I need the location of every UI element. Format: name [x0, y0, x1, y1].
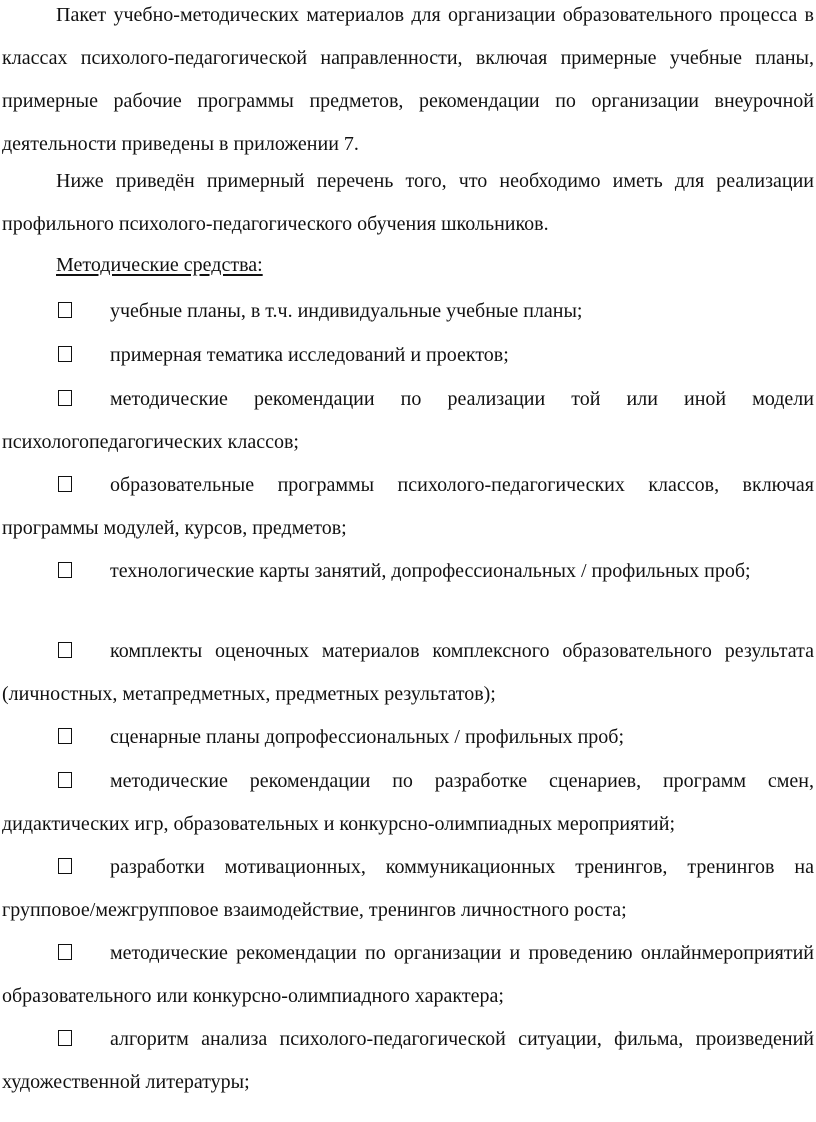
empty-square-icon [58, 346, 72, 362]
list-item-text: сценарные планы допрофессиональных / профильных проб; [110, 726, 625, 748]
list-item [2, 378, 814, 464]
list-item [2, 464, 814, 550]
list-item-text: алгоритм анализа психолого-педагогической ситуации, фильма, произведений художественной литературы; [2, 1028, 814, 1093]
empty-square-icon [58, 562, 72, 578]
list-item [2, 1018, 814, 1104]
list-item [2, 290, 814, 333]
empty-square-icon [58, 642, 72, 658]
intro-paragraph: Пакет учебно-методических материалов для организации образовательного процесса в классах психолого-педагогической направленности, включая примерные учебные планы, примерные рабочие программы предметов, рекомендации по организации внеурочной деятельности приведены в приложении 7. [2, 4, 814, 155]
list-item-text: учебные планы, в т.ч. индивидуальные учебные планы; [110, 300, 583, 322]
list-item-text: комплекты оценочных материалов комплексного образовательного результата (личностных, метапредметных, предметных результатов); [2, 640, 814, 705]
list-item-text: примерная тематика исследований и проектов; [110, 344, 509, 366]
empty-square-icon [58, 1030, 72, 1046]
list-item [2, 932, 814, 1018]
list-item [2, 630, 814, 716]
list-item-text: образовательные программы психолого-педагогических классов, включая программы модулей, курсов, предметов; [2, 474, 814, 539]
list-item-text: разработки мотивационных, коммуникационных тренингов, тренингов на групповое/межгрупповое взаимодействие, тренингов личностного роста; [2, 856, 814, 921]
list-item-text: методические рекомендации по реализации той или иной модели психологопедагогических классов; [2, 388, 814, 453]
list-intro-paragraph: Ниже приведён примерный перечень того, что необходимо иметь для реализации профильного психолого-педагогического обучения школьников. [2, 170, 814, 235]
empty-square-icon [58, 302, 72, 318]
list-item [2, 760, 814, 846]
section-heading: Методические средства: [56, 254, 263, 276]
empty-square-icon [58, 858, 72, 874]
empty-square-icon [58, 772, 72, 788]
list-item [2, 716, 814, 759]
list-item [2, 550, 814, 593]
list-item-text: технологические карты занятий, допрофессиональных / профильных проб; [110, 560, 751, 582]
empty-square-icon [58, 728, 72, 744]
list-item [2, 846, 814, 932]
list-item [2, 334, 814, 377]
empty-square-icon [58, 944, 72, 960]
list-item-text: методические рекомендации по организации и проведению онлайнмероприятий образовательного или конкурсно-олимпиадного характера; [2, 942, 814, 1007]
list-item-text: методические рекомендации по разработке сценариев, программ смен, дидактических игр, образовательных и конкурсно-олимпиадных мероприятий; [2, 770, 814, 835]
empty-square-icon [58, 390, 72, 406]
empty-square-icon [58, 476, 72, 492]
